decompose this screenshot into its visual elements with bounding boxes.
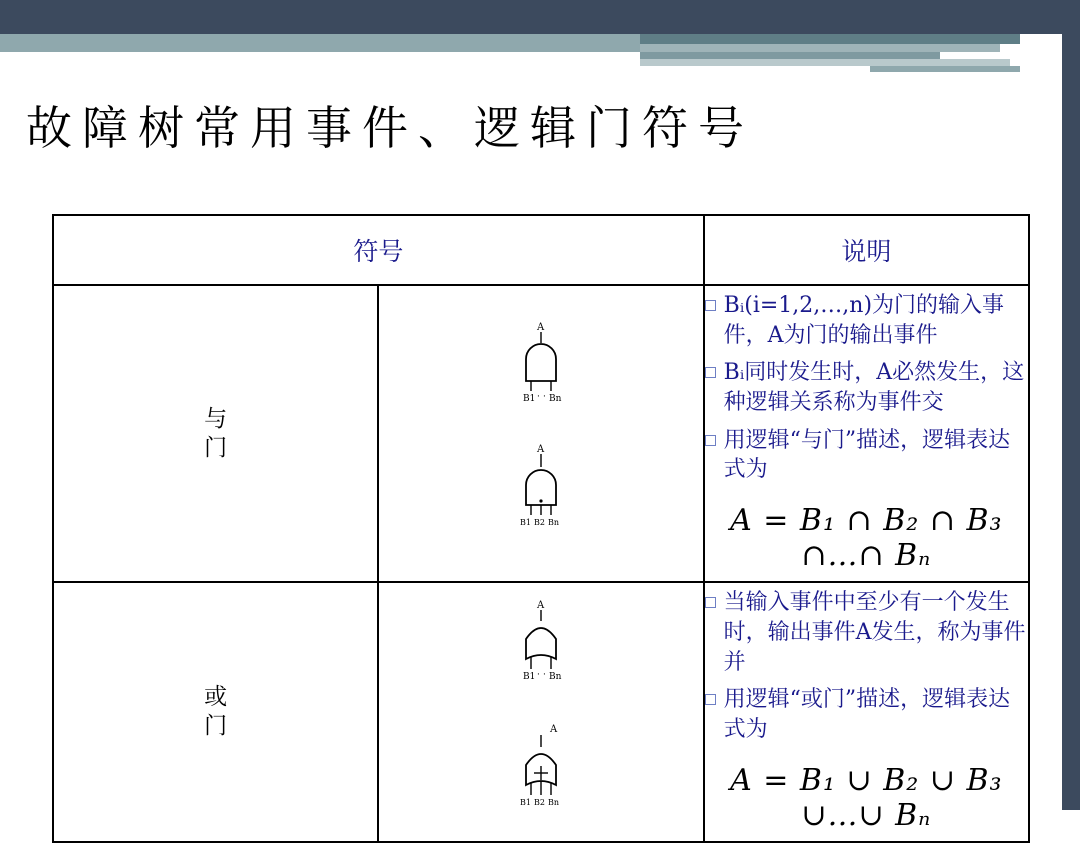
table-header-row [53,215,1029,285]
bullet-square-icon [705,300,716,311]
bullet-square-icon [705,694,716,705]
svg-text:B2: B2 [533,797,545,807]
svg-text:A: A [536,321,545,333]
header-symbol: 符号 [53,215,704,285]
or-gate-description-cell [704,582,1029,841]
svg-text:B1: B1 [522,393,536,404]
bullet-text: 用逻辑“或门”描述，逻辑表达式为 [723,687,1011,742]
header-description: 说明 [704,215,1029,285]
or-gate-icon-alt [498,719,584,827]
band-stripe-2 [640,34,1020,44]
table-row [53,582,1029,841]
and-gate-description-cell [704,285,1029,582]
right-decorative-bar [1062,0,1080,810]
svg-text:A: A [536,443,545,455]
list-item [705,358,1028,417]
svg-text:·: · [536,669,540,680]
svg-text:Bn: Bn [548,393,562,404]
svg-text:·: · [536,391,540,402]
table-row [53,285,1029,582]
svg-text:·: · [542,391,546,402]
bullet-text: Bᵢ(i=1,2,…,n)为门的输入事件，A为门的输出事件 [723,293,1005,348]
band-stripe-4 [640,52,940,59]
and-gate-symbol [379,319,702,549]
svg-text:B1: B1 [519,517,531,527]
band-stripe-3 [640,44,1000,52]
svg-text:B2: B2 [533,517,545,527]
list-item [705,588,1028,677]
list-item [705,426,1028,485]
bullet-text: 当输入事件中至少有一个发生时，输出事件A发生，称为事件并 [723,590,1026,675]
svg-text:Bn: Bn [548,671,562,682]
or-gate-symbol [379,597,702,827]
row-label-or: 或 门 [53,582,378,841]
bullet-text: 用逻辑“与门”描述，逻辑表达式为 [723,427,1011,483]
and-gate-icon-alt [498,441,584,549]
band-stripe-1 [0,34,640,52]
and-gate-formula: A = B₁ ∩ B₂ ∩ B₃ ∩…∩ Bₙ [730,503,1003,574]
bullet-square-icon [705,597,716,608]
or-gate-symbol-cell [378,582,703,841]
and-gate-symbol-cell [378,285,703,582]
svg-text:Bn: Bn [547,517,560,527]
row-label-and: 与 门 [53,285,378,582]
svg-text:B1: B1 [522,671,536,682]
svg-text:A: A [549,723,558,735]
bullet-square-icon [705,435,716,446]
svg-text:·: · [542,669,546,680]
bullet-square-icon [705,367,716,378]
list-item [705,291,1028,350]
svg-text:B1: B1 [519,797,531,807]
band-stripe-6 [870,66,1020,72]
symbols-table [52,214,1030,843]
band-stripe-5 [640,59,1010,66]
svg-text:A: A [536,599,545,611]
or-gate-icon [498,597,584,705]
and-gate-icon [498,319,584,427]
or-gate-formula: A = B₁ ∪ B₂ ∪ B₃ ∪…∪ Bₙ [730,762,1003,833]
bullet-text: Bᵢ同时发生时，A必然发生，这种逻辑关系称为事件交 [723,360,1025,416]
page-title: 故障树常用事件、逻辑门符号 [26,101,754,155]
list-item [705,685,1028,744]
svg-text:Bn: Bn [547,797,560,807]
top-decorative-band [0,0,1080,34]
